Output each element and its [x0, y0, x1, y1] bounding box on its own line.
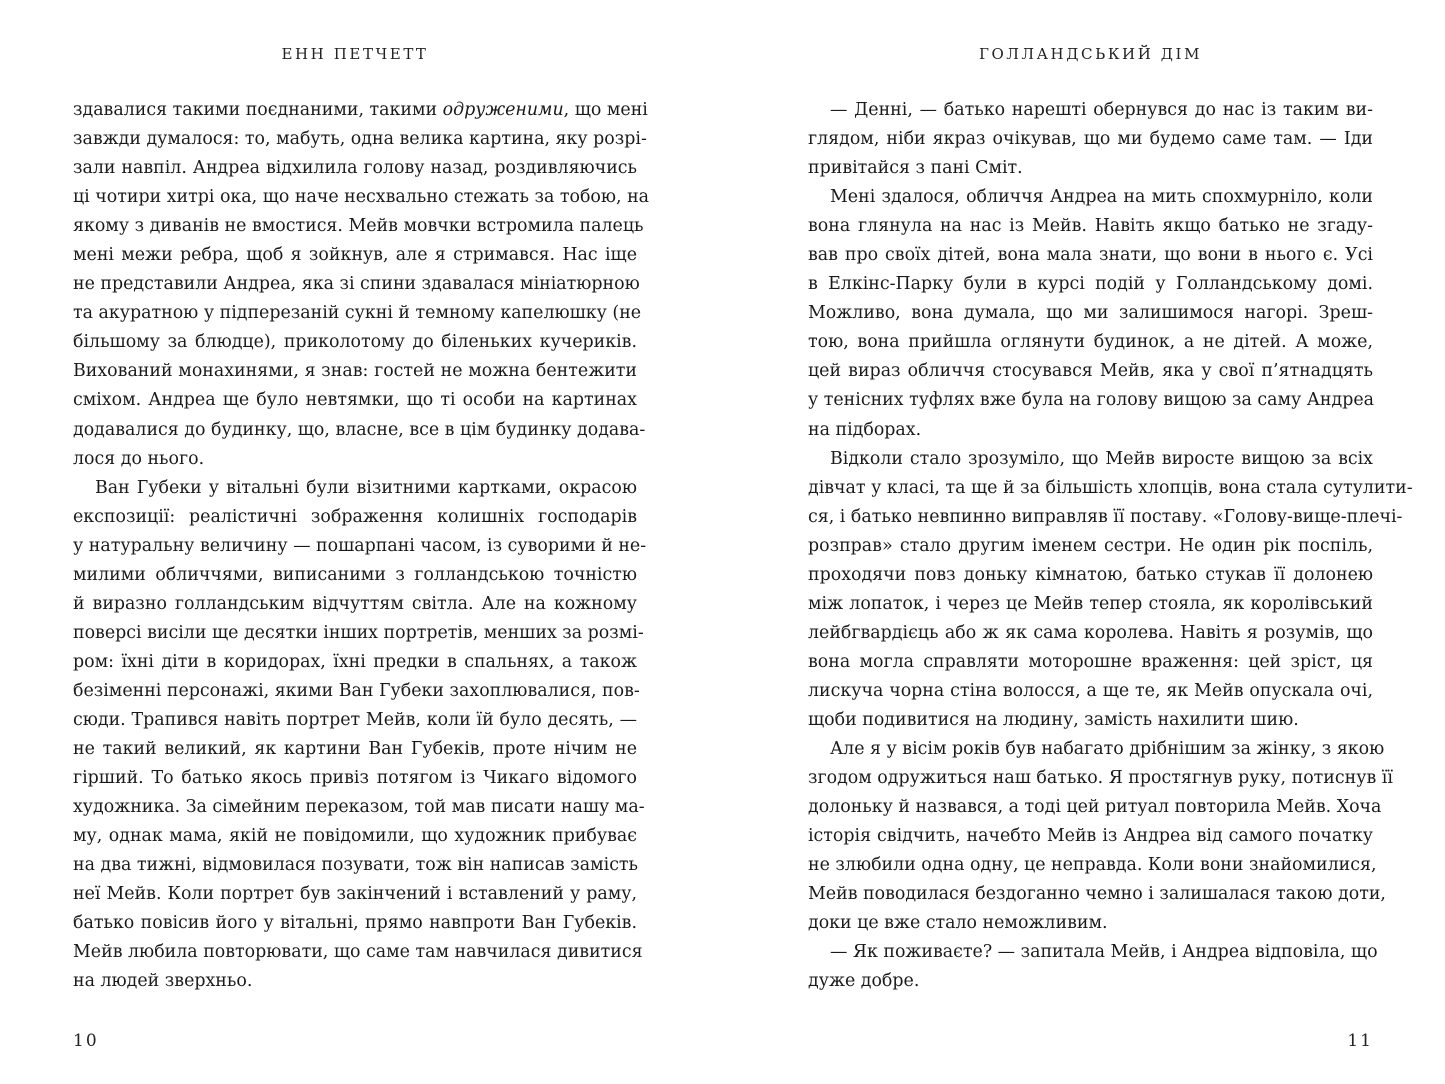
text-line: безіменні персонажі, якими Ван Губеки захоплювалися, пов-	[73, 680, 640, 701]
text-line: дуже добре.	[808, 971, 920, 992]
text-line: му, однак мама, якій не повідомили, що художник прибуває	[73, 826, 637, 847]
text-line: неї Мейв. Коли портрет був закінчений і вставлений у раму,	[73, 884, 637, 905]
text-line: ці чотири хитрі ока, що наче несхвально стежать за тобою, на	[73, 187, 650, 208]
text-line: долоньку й назвався, а тоді цей ритуал повторила Мейв. Хоча	[808, 797, 1382, 818]
text-line: художника. За сімейним переказом, той мав писати нашу ма-	[73, 797, 645, 818]
right-page	[808, 0, 1413, 1084]
text-line: завжди думалося: то, мабуть, одна велика картина, яку розрі-	[73, 129, 647, 150]
text-line: експозиції: реалістичні зображення колишніх господарів	[73, 506, 637, 527]
text-line: батько повісив його у вітальні, прямо навпроти Ван Губеків.	[73, 913, 637, 934]
text-line: милими обличчями, виписаними з голландською точністю	[73, 564, 637, 585]
text-line: здавалися такими поєднаними, такими одруженими, що мені	[73, 100, 648, 120]
text-line: згодом одружиться наш батько. Я простягнув руку, потиснув її	[808, 768, 1393, 789]
text-line: Мейв любила повторювати, що саме там навчилася дивитися	[73, 942, 643, 963]
text-line: якому з диванів не вмостися. Мейв мовчки встромила палець	[73, 216, 644, 237]
text-line: лискуча чорна стіна волосся, а ще те, як Мейв опускала очі,	[808, 680, 1373, 701]
text-line: між лопаток, і через це Мейв тепер стояла, як королівський	[808, 593, 1373, 614]
text-line: не представили Андреа, яка зі спини здавалася мініатюрною	[73, 274, 640, 295]
text-line: лося до нього.	[73, 448, 205, 469]
text-line: зали навпіл. Андреа відхилила голову назад, роздивляючись	[73, 158, 637, 179]
text-line: Але я у вісім років був набагато дрібнішим за жінку, з якою	[830, 739, 1385, 760]
text-line: проходячи повз доньку кімнатою, батько стукав її долонею	[808, 564, 1373, 585]
text-line: Ван Губеки у вітальні були візитними картками, окрасою	[95, 477, 637, 498]
text-line: привітайся з пані Сміт.	[808, 158, 1023, 179]
text-line: не такий великий, як картини Ван Губеків, проте нічим не	[73, 739, 637, 760]
text-line: глядом, ніби якраз очікував, що ми будемо саме там. — Іди	[808, 129, 1373, 150]
text-line: Відколи стало зрозуміло, що Мейв виросте вищою за всіх	[830, 448, 1373, 469]
emphasis: одруженими	[442, 100, 564, 120]
running-head-author: ЕНН ПЕТЧЕТТ	[281, 45, 429, 63]
text-line: Можливо, вона думала, що ми залишимося нагорі. Зреш-	[808, 303, 1373, 324]
text-line: мені межи ребра, щоб я зойкнув, але я стримався. Нас іще	[73, 245, 637, 266]
text-line: ся, і батько невпинно виправляв її поставу. «Голову-вище-плечі-	[808, 506, 1403, 527]
text-line: на два тижні, відмовилася позувати, тож він написав замість	[73, 855, 639, 876]
text-line: сміхом. Андреа ще було невтямки, що ті особи на картинах	[73, 390, 637, 411]
text-line: ром: їхні діти в коридорах, їхні предки в спальнях, а також	[73, 651, 637, 672]
left-page	[73, 0, 650, 1084]
text-line: історія свідчить, начебто Мейв із Андреа від самого початку	[808, 826, 1373, 847]
text-line: поверсі висіли ще десятки інших портретів, менших за розмі-	[73, 622, 644, 643]
text-line: в Елкінс-Парку були в курсі подій у Голландському домі.	[808, 274, 1373, 295]
body-text	[73, 96, 650, 996]
text-line: дівчат у класі, та ще й за більшість хлопців, вона стала сутулити-	[808, 477, 1413, 498]
text-line: додавалися до будинку, що, власне, все в цім будинку додава-	[73, 419, 646, 440]
body-text	[808, 96, 1413, 996]
text-line: — Денні, — батько нарешті обернувся до нас із таким ви-	[830, 100, 1373, 120]
page-number: 10	[73, 1031, 99, 1051]
text-line: вона глянула на нас із Мейв. Навіть якщо батько не згаду-	[808, 216, 1373, 237]
text-line: й виразно голландським відчуттям світла. Але на кожному	[73, 593, 637, 614]
text-line: — Як поживаєте? — запитала Мейв, і Андреа відповіла, що	[830, 942, 1378, 963]
text-line: на підборах.	[808, 419, 922, 440]
text-line: у тенісних туфлях вже була на голову вищою за саму Андреа	[808, 390, 1375, 411]
text-line: у натуральну величину — пошарпані часом, із суворими й не-	[73, 535, 647, 556]
text-line: лейбгвардієць або ж як сама королева. Навіть я розумів, що	[808, 622, 1373, 643]
text-line: більшому за блюдце), приколотому до біленьких кучериків.	[73, 332, 637, 353]
text-line: вона могла справляти моторошне враження: цей зріст, ця	[808, 651, 1373, 672]
text-line: на людей зверхньо.	[73, 971, 253, 992]
text-line: Мені здалося, обличчя Андреа на мить спохмурніло, коли	[830, 187, 1373, 208]
text-line: розправ» стало другим іменем сестри. Не один рік поспіль,	[808, 535, 1373, 556]
text-line: тою, вона прийшла оглянути будинок, а не дітей. А може,	[808, 332, 1373, 353]
running-head-title: ГОЛЛАНДСЬКИЙ ДІМ	[978, 45, 1203, 63]
page-number: 11	[1347, 1031, 1373, 1051]
text-line: гірший. То батько якось привіз потягом із Чикаго відомого	[73, 768, 637, 789]
text-line: не злюбили одна одну, це неправда. Коли вони знайомилися,	[808, 855, 1377, 876]
text-line: сюди. Трапився навіть портрет Мейв, коли їй було десять, —	[73, 709, 637, 730]
text-line: доки це вже стало неможливим.	[808, 913, 1108, 934]
text-line: цей вираз обличчя стосувався Мейв, яка у свої п’ятнадцять	[808, 361, 1373, 382]
text-line: Мейв поводилася бездоганно чемно і залишалася такою доти,	[808, 884, 1386, 905]
text-line: вав про своїх дітей, вона мала знати, що вони в нього є. Усі	[808, 245, 1373, 266]
text-line: Вихований монахинями, я знав: гостей не можна бентежити	[73, 361, 637, 382]
text-line: щоби подивитися на людину, замість нахилити шию.	[808, 709, 1299, 730]
text-line: та акуратною у підперезаній сукні й темному капелюшку (не	[73, 303, 642, 324]
